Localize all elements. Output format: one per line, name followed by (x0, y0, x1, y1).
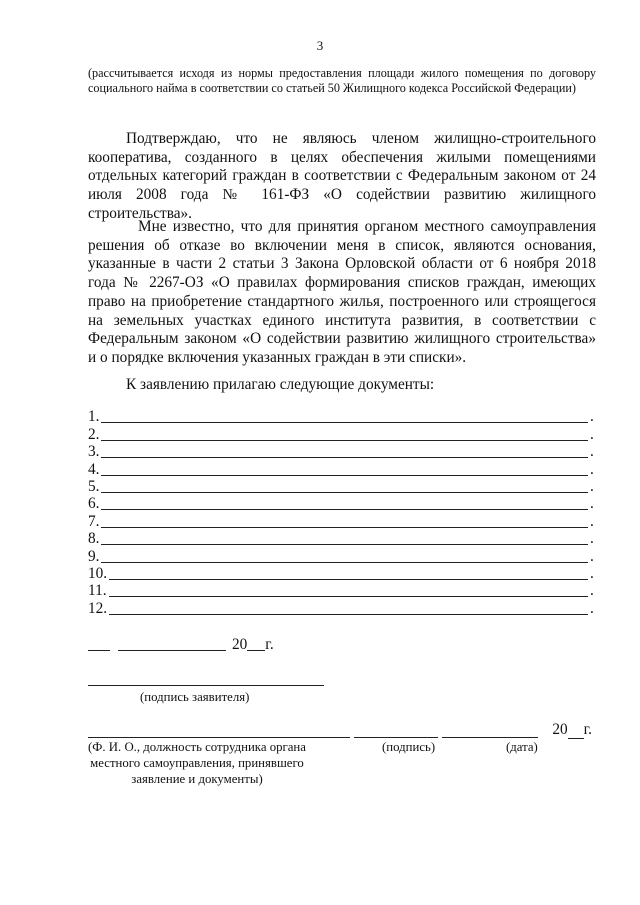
attachment-number: 1. (88, 408, 100, 426)
staff-year (552, 721, 592, 739)
line-end: . (590, 477, 594, 495)
year-prefix: 20 (232, 636, 248, 653)
attachment-blank[interactable] (101, 514, 588, 528)
day-blank[interactable] (88, 636, 110, 651)
line-end: . (590, 512, 594, 530)
page-number: 3 (316, 38, 324, 53)
attachment-number: 9. (88, 547, 100, 565)
attachment-blank[interactable] (109, 583, 588, 597)
attachment-line[interactable] (88, 409, 596, 426)
attachment-number: 8. (88, 530, 100, 548)
staff-date-caption: (дата) (506, 740, 538, 754)
staff-acceptance-row (88, 721, 596, 741)
attachment-number: 5. (88, 477, 100, 495)
line-end: . (590, 408, 594, 426)
year-blank[interactable] (247, 636, 265, 651)
attachment-blank[interactable] (101, 409, 588, 423)
applicant-signature-caption: (подпись заявителя) (140, 690, 250, 704)
line-end: . (590, 564, 594, 582)
applicant-signature-line[interactable] (88, 685, 324, 686)
attachment-number: 12. (88, 599, 108, 617)
staff-signature-caption: (подпись) (382, 740, 436, 754)
line-end: . (590, 582, 594, 600)
attachment-blank[interactable] (101, 549, 588, 563)
year-suffix: г. (265, 636, 274, 653)
attachment-number: 6. (88, 495, 100, 513)
attachment-line[interactable] (88, 583, 596, 600)
attachment-number: 2. (88, 425, 100, 443)
staff-year-prefix: 20 (552, 721, 568, 738)
attachment-blank[interactable] (101, 462, 588, 476)
attachment-line[interactable] (88, 548, 596, 565)
attachment-blank[interactable] (109, 566, 588, 580)
attachment-blank[interactable] (109, 601, 588, 615)
application-date-line (88, 636, 274, 654)
attachment-blank[interactable] (101, 427, 588, 441)
attachment-blank[interactable] (101, 531, 588, 545)
attachment-number: 3. (88, 443, 100, 461)
staff-fio-caption: (Ф. И. О., должность сотрудника органа местного самоуправления, принявшего заявление и документы) (88, 740, 306, 786)
staff-year-suffix: г. (583, 721, 592, 738)
line-end: . (590, 495, 594, 513)
attachment-blank[interactable] (101, 479, 588, 493)
line-end: . (590, 460, 594, 478)
line-end: . (590, 425, 594, 443)
staff-year-blank[interactable] (568, 726, 584, 739)
staff-signature-blank[interactable] (354, 723, 438, 738)
attachment-line[interactable] (88, 600, 596, 617)
attachment-number: 4. (88, 460, 100, 478)
area-note: (рассчитывается исходя из нормы предоставления площади жилого помещения по договору социального найма в соответствии со статьей 50 Жилищного кодекса Российской Федерации) (88, 66, 596, 95)
attachment-number: 10. (88, 564, 108, 582)
month-blank[interactable] (118, 636, 226, 651)
attachment-line[interactable] (88, 566, 596, 583)
attachment-line[interactable] (88, 496, 596, 513)
attachment-line[interactable] (88, 531, 596, 548)
line-end: . (590, 547, 594, 565)
staff-date-blank[interactable] (442, 723, 538, 738)
attachment-number: 7. (88, 512, 100, 530)
attachment-line[interactable] (88, 479, 596, 496)
attachments-heading: К заявлению прилагаю следующие документы: (126, 376, 435, 393)
line-end: . (590, 530, 594, 548)
paragraph-confirmation: Подтверждаю, что не являюсь членом жилищно-строительного кооператива, созданного в целях обеспечения жилыми помещениями отдельных категорий граждан в соответствии с Федеральным законом от 24 июля 2008 года № 161-ФЗ «О содействии развитию жилищного строительства». (88, 130, 596, 222)
attachment-blank[interactable] (101, 444, 588, 458)
attachment-line[interactable] (88, 513, 596, 530)
paragraph-awareness: Мне известно, что для принятия органом местного самоуправления решения об отказе во включении меня в список, являются основания, указанные в части 2 статьи 3 Закона Орловской области от 6 ноября 2018 года № 2267-ОЗ «О правилах формирования списков граждан, имеющих право на приобретение стандартного жилья, построенного или строящегося на земельных участках единого института развития, в соответствии с Федеральным законом «О содействии развитию жилищного строительства» и о порядке включения указанных граждан в эти списки». (88, 218, 596, 366)
attachment-line[interactable] (88, 444, 596, 461)
staff-fio-blank[interactable] (88, 723, 350, 738)
attachment-number: 11. (88, 582, 107, 600)
attachments-list (88, 409, 596, 618)
attachment-line[interactable] (88, 426, 596, 443)
line-end: . (590, 443, 594, 461)
line-end: . (590, 599, 594, 617)
attachment-line[interactable] (88, 461, 596, 478)
attachment-blank[interactable] (101, 496, 588, 510)
